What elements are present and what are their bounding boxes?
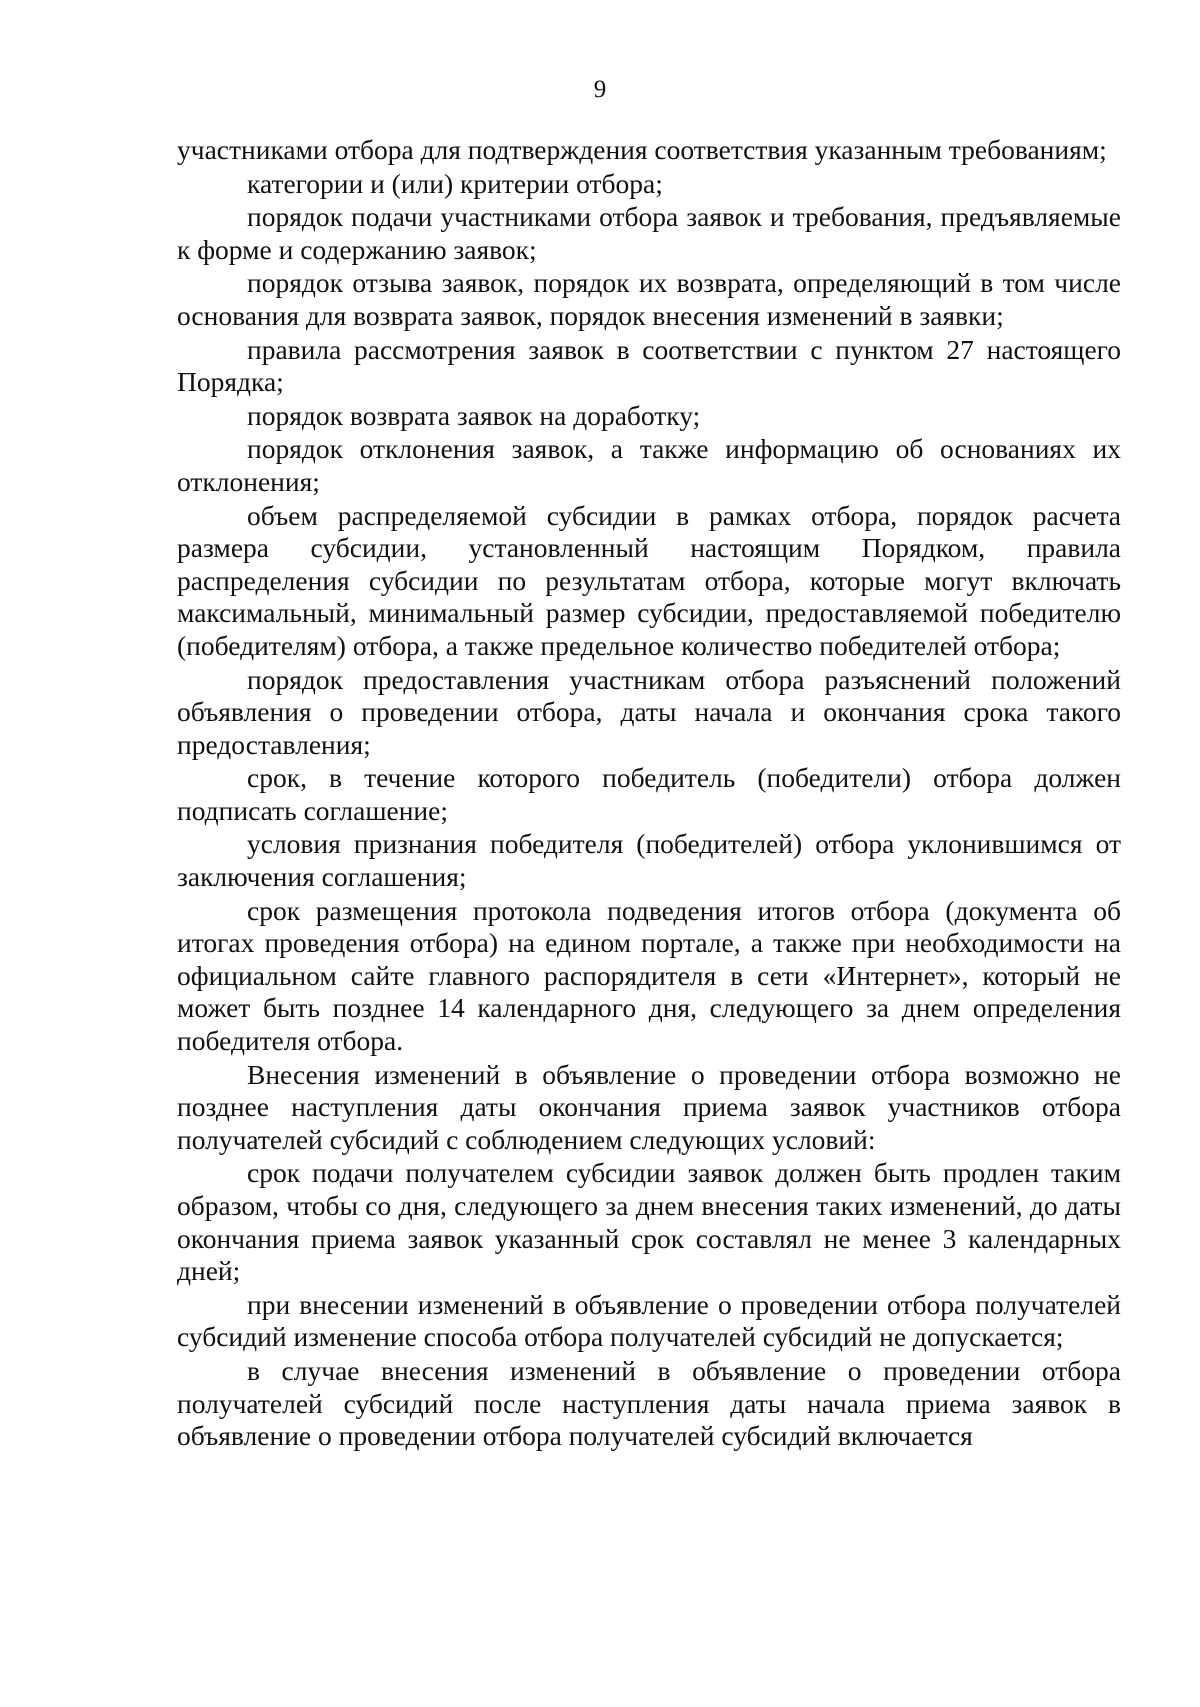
paragraph-15: при внесении изменений в объявление о проведении отбора получателей субсидий изменение способа отбора получателей субсидий не допускается; <box>177 1288 1121 1353</box>
paragraph-4: порядок отзыва заявок, порядок их возврата, определяющий в том числе основания для возврата заявок, порядок внесения изменений в заявки; <box>177 267 1121 331</box>
paragraph-9: порядок предоставления участникам отбора разъяснений положений объявления о проведении отбора, даты начала и окончания срока такого предоставления; <box>177 663 1121 760</box>
document-body <box>177 134 1121 1453</box>
paragraph-5: правила рассмотрения заявок в соответствии с пунктом 27 настоящего Порядка; <box>177 333 1121 398</box>
paragraph-2: категории и (или) критерии отбора; <box>247 167 663 199</box>
paragraph-3: порядок подачи участниками отбора заявок и требования, предъявляемые к форме и содержанию заявок; <box>177 201 1121 265</box>
paragraph-8: объем распределяемой субсидии в рамках отбора, порядок расчета размера субсидии, установленный настоящим Порядком, правила распределения субсидии по результатам отбора, которые могут включать максимальный, минимальный размер субсидии, предоставляемой победителю (победителям) отбора, а также предельное количество победителей отбора; <box>177 499 1121 661</box>
paragraph-10: срок, в течение которого победитель (победители) отбора должен подписать соглашение; <box>177 762 1121 826</box>
paragraph-1: участниками отбора для подтверждения соответствия указанным требованиям; <box>177 134 1107 165</box>
page-number: 9 <box>593 76 607 103</box>
paragraph-16: в случае внесения изменений в объявление о проведении отбора получателей субсидий после наступления даты начала приема заявок в объявление о проведении отбора получателей субсидий включается <box>177 1354 1121 1452</box>
paragraph-7: порядок отклонения заявок, а также информацию об основаниях их отклонения; <box>177 433 1121 497</box>
paragraph-12: срок размещения протокола подведения итогов отбора (документа об итогах проведения отбора) на едином портале, а также при необходимости на официальном сайте главного распорядителя в сети «Интернет», который не может быть позднее 14 календарного дня, следующего за днем определения победителя отбора. <box>177 894 1121 1057</box>
paragraph-6: порядок возврата заявок на доработку; <box>247 399 701 431</box>
paragraph-14: срок подачи получателем субсидии заявок должен быть продлен таким образом, чтобы со дня, следующего за днем внесения таких изменений, до даты окончания приема заявок указанный срок составлял не менее 3 календарных дней; <box>177 1157 1121 1287</box>
paragraph-13: Внесения изменений в объявление о проведении отбора возможно не позднее наступления даты окончания приема заявок участников отбора получателей субсидий с соблюдением следующих условий: <box>177 1058 1121 1155</box>
paragraph-11: условия признания победителя (победителей) отбора уклонившимся от заключения соглашения; <box>177 828 1121 893</box>
